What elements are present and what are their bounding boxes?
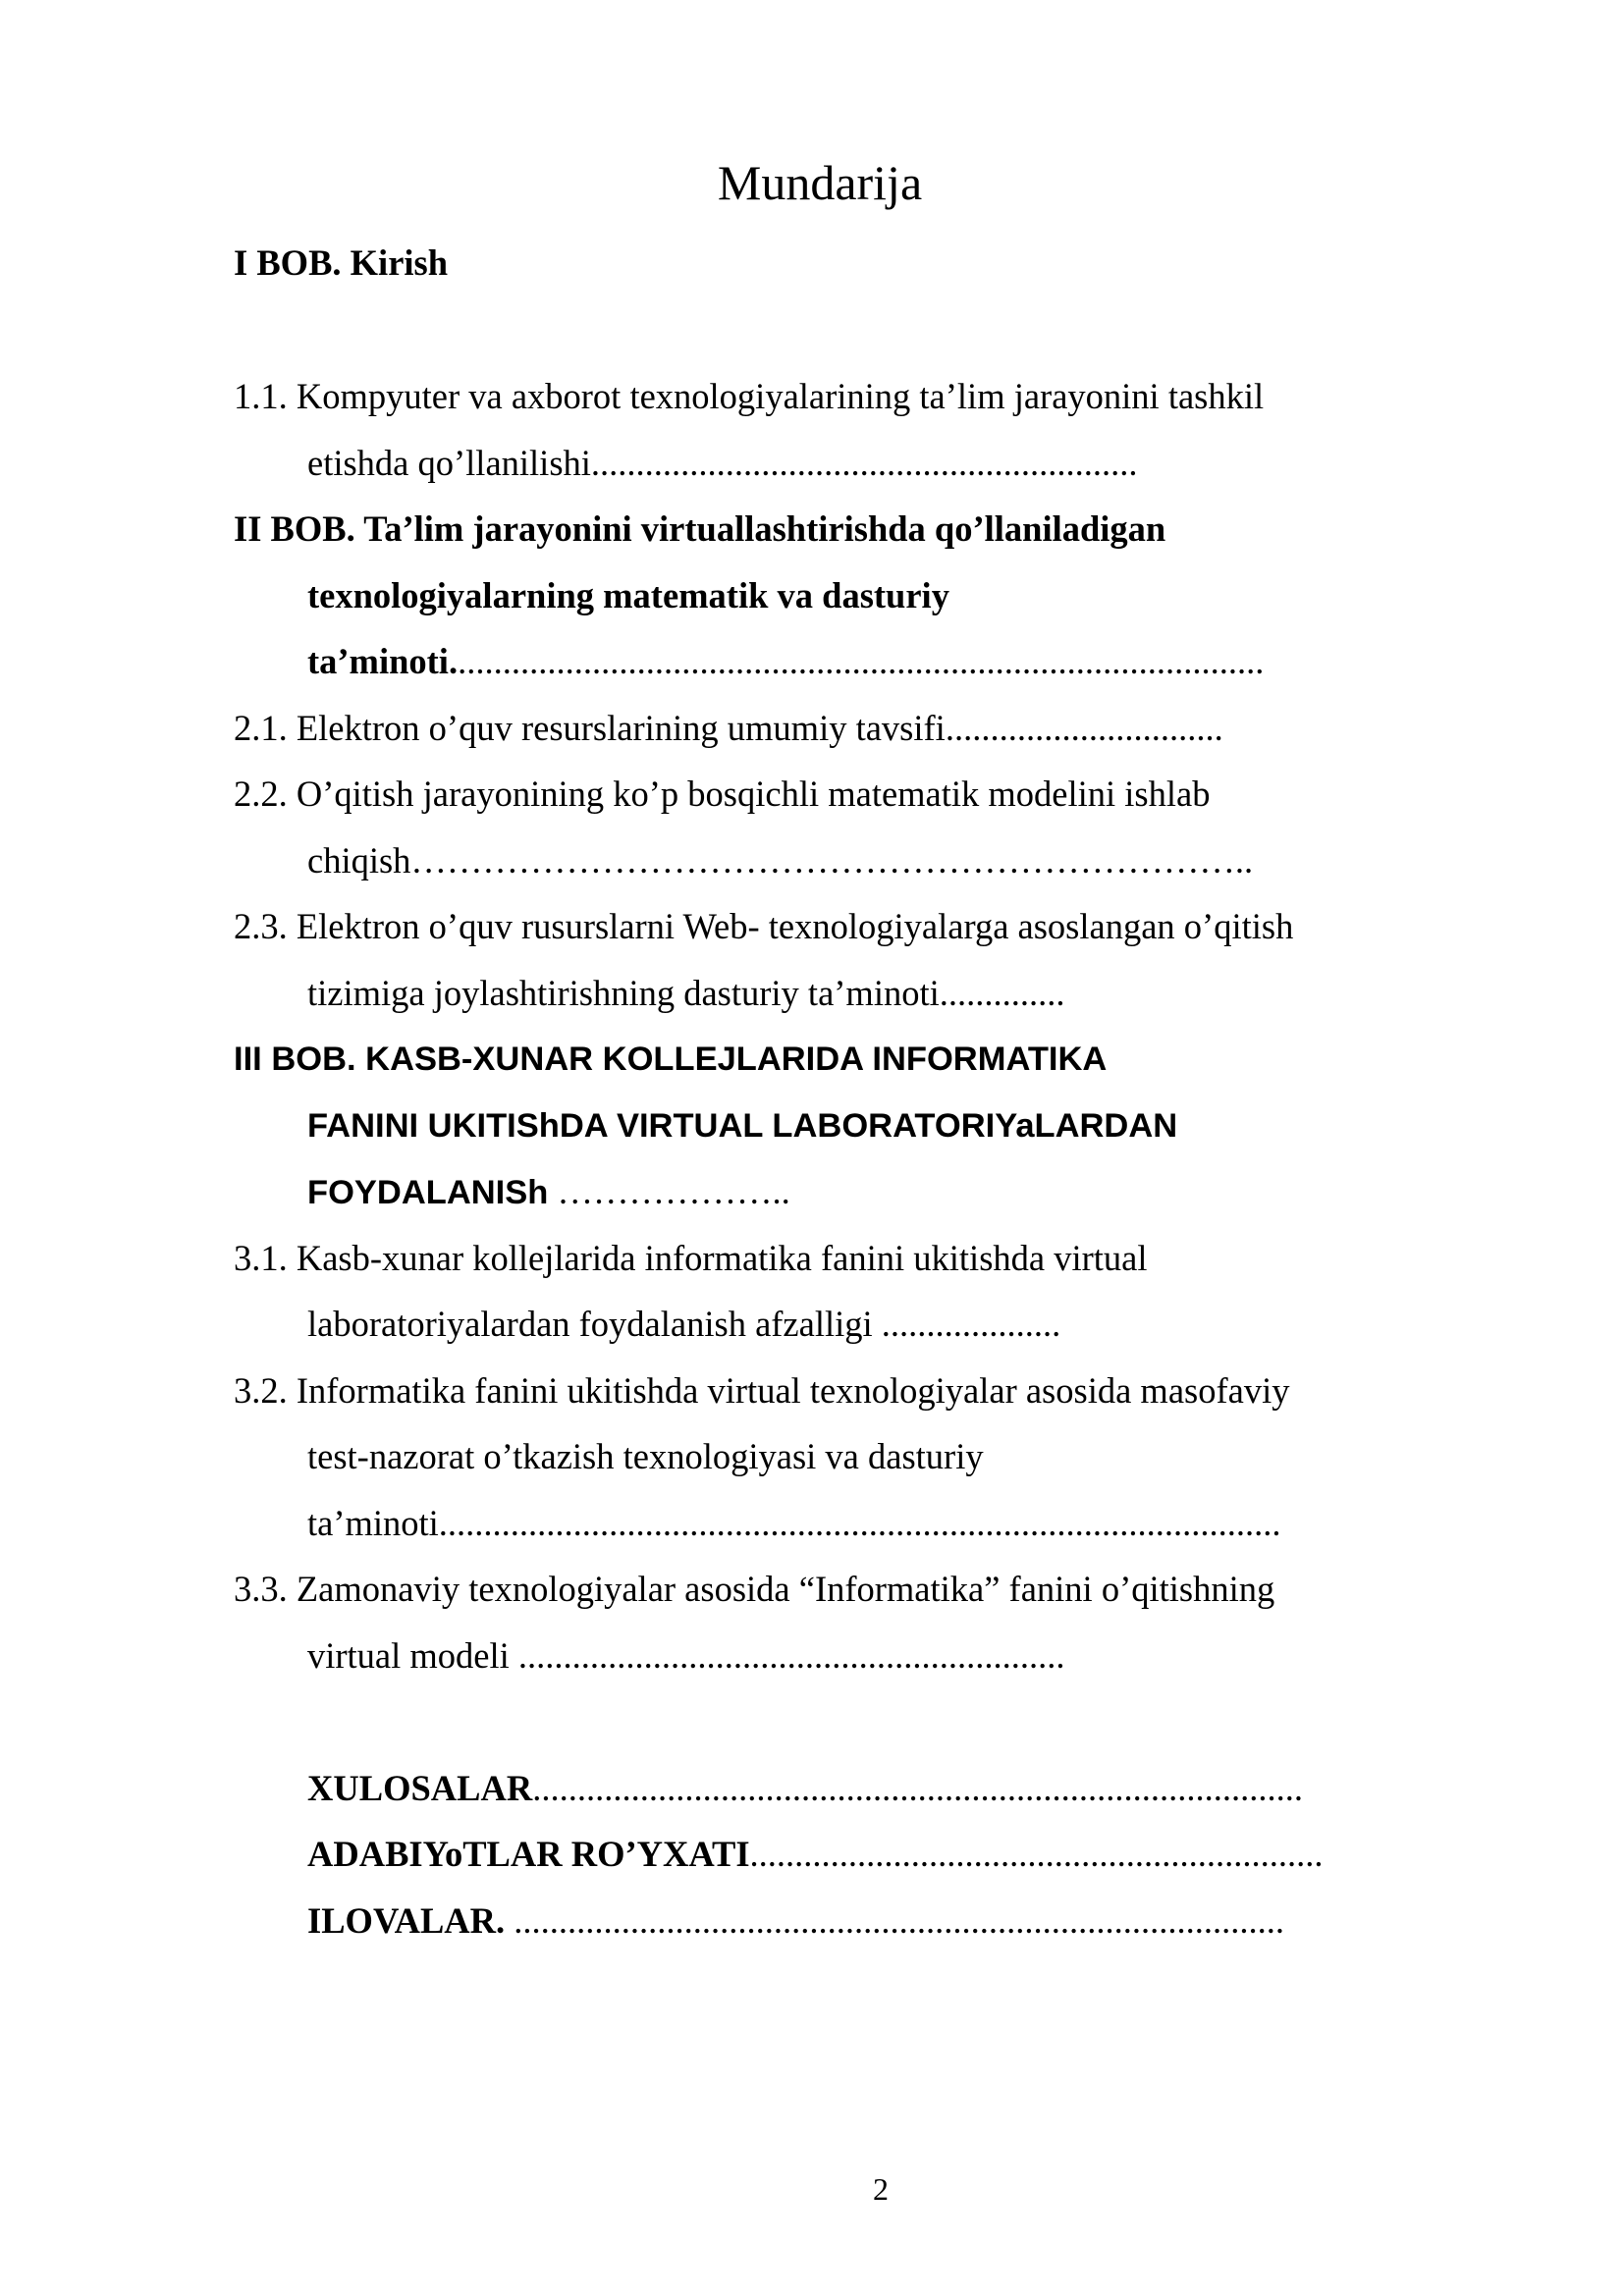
toc-chapter-1-heading: I BOB. Kirish (234, 242, 449, 283)
toc-chapter-2-line-3-text: ta’minoti. (307, 641, 459, 681)
toc-appendices (307, 1896, 1284, 1947)
toc-chapter-2-line-3-leader: .......................................................................................... (458, 641, 1265, 681)
toc-conclusions-leader: ...................................................................................... (532, 1768, 1303, 1808)
toc-chapter-2-line-1: II BOB. Ta’lim jarayonini virtuallashtirishda qo’llaniladigan (234, 508, 1166, 549)
toc-appendices-text: ILOVALAR. (307, 1900, 506, 1941)
toc-section-1-1-line-2: etishda qo’llanilishi............................................................. (307, 443, 1138, 483)
toc-section-3-1-line-1: 3.1. Kasb-xunar kollejlarida informatika fanini ukitishda virtual (234, 1238, 1148, 1278)
toc-conclusions-text: XULOSALAR (307, 1768, 533, 1808)
toc-section-3-1-line-2: laboratoriyalardan foydalanish afzalligi .................... (307, 1304, 1061, 1344)
page-number: 2 (873, 2171, 889, 2207)
toc-section-1-1-line-1: 1.1. Kompyuter va axborot texnologiyalarining ta’lim jarayonini tashkil (234, 376, 1265, 416)
page-title: Mundarija (717, 155, 923, 210)
toc-section-2-3-line-2: tizimiga joylashtirishning dasturiy ta’minoti.............. (307, 973, 1065, 1013)
toc-section-3-2-line-3: ta’minoti.............................................................................................. (307, 1503, 1281, 1543)
toc-chapter-3-line-2: FANINI UKITIShDA VIRTUAL LABORATORIYaLARDAN (307, 1107, 1178, 1145)
toc-section-2-2-line-1: 2.2. O’qitish jarayonining ko’p bosqichli matematik modelini ishlab (234, 774, 1211, 814)
toc-chapter-3-line-3-leader: ……………….. (548, 1171, 790, 1211)
toc-chapter-2-line-2: texnologiyalarning matematik va dasturiy (307, 575, 949, 615)
toc-section-2-3-line-1: 2.3. Elektron o’quv rusurslarni Web- texnologiyalarga asoslangan o’qitish (234, 906, 1294, 946)
toc-references-leader: ................................................................ (749, 1834, 1324, 1874)
toc-chapter-3-line-3-text: FOYDALANISh (307, 1174, 549, 1211)
toc-chapter-3-line-1: III BOB. KASB-XUNAR KOLLEJLARIDA INFORMATIKA (234, 1041, 1108, 1078)
toc-section-3-2-line-1: 3.2. Informatika fanini ukitishda virtual texnologiyalar asosida masofaviy (234, 1370, 1290, 1411)
toc-chapter-3-line-3 (307, 1166, 790, 1218)
toc-section-3-3-line-2: virtual modeli ............................................................. (307, 1635, 1065, 1676)
toc-references-text: ADABIYoTLAR RO’YXATI (307, 1834, 750, 1874)
toc-section-3-3-line-1: 3.3. Zamonaviy texnologiyalar asosida “Informatika” fanini o’qitishning (234, 1569, 1275, 1609)
toc-conclusions (307, 1763, 1303, 1814)
toc-section-2-1: 2.1. Elektron o’quv resurslarining umumiy tavsifi............................... (234, 708, 1223, 748)
toc-chapter-2-line-3 (307, 636, 1264, 687)
toc-appendices-leader: ...................................................................................... (505, 1900, 1285, 1941)
toc-references (307, 1829, 1324, 1880)
toc-section-3-2-line-2: test-nazorat o’tkazish texnologiyasi va dasturiy (307, 1436, 984, 1476)
toc-section-2-2-line-2: chiqish…………………………………………………………….. (307, 840, 1254, 881)
